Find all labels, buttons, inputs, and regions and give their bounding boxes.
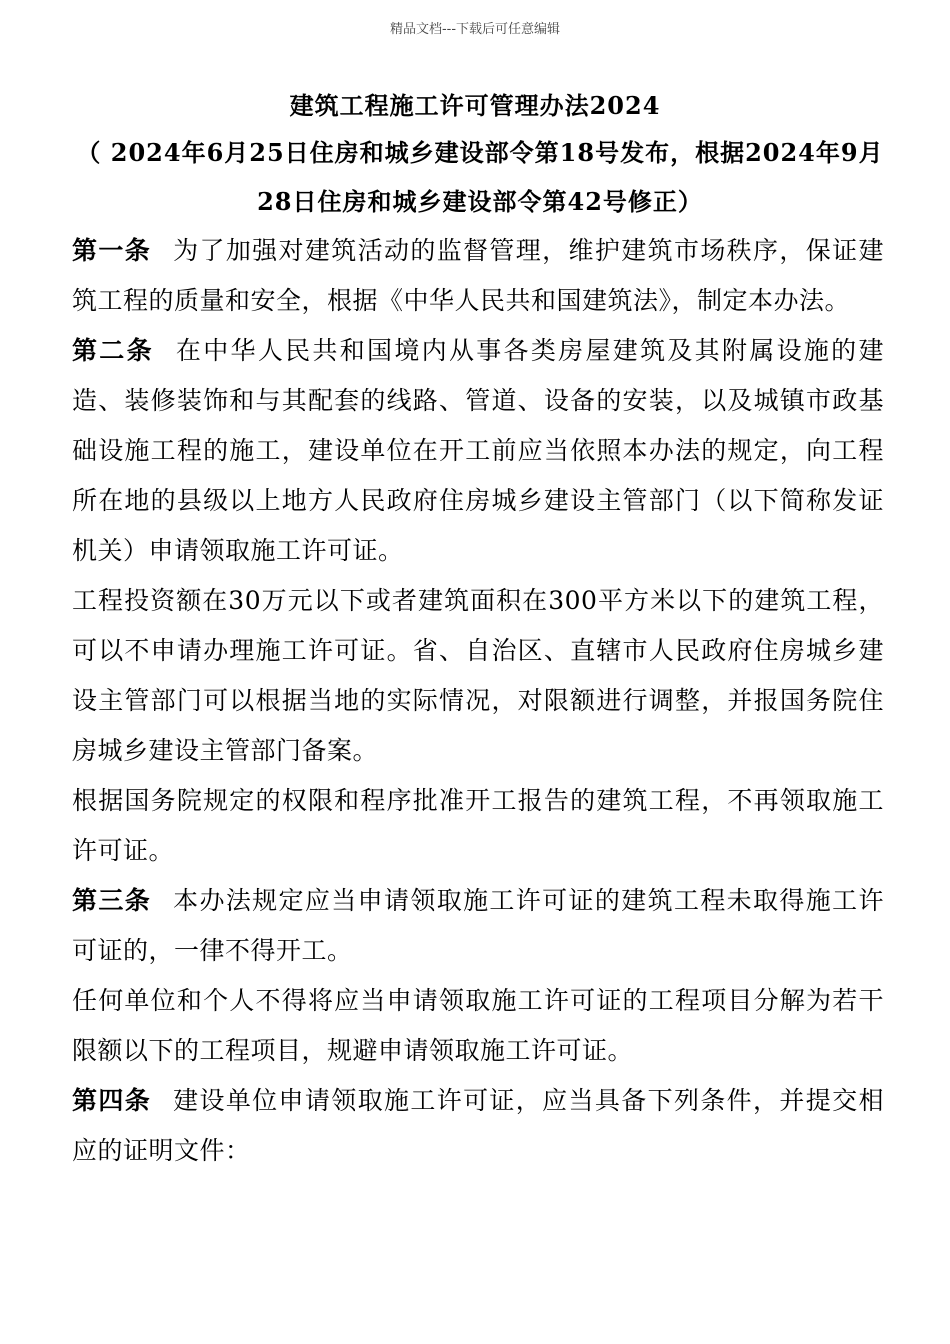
paragraph <box>72 1076 884 1176</box>
paragraph <box>72 226 884 326</box>
article-number: 第一条 <box>72 236 152 265</box>
page-header: 精品文档---下载后可任意编辑 <box>389 22 561 37</box>
document-subtitle: （ 2024年6月25日住房和城乡建设部令第18号发布，根据2024年9月28日住房和城乡建设部令第42号修正） <box>76 138 884 216</box>
document-title: 建筑工程施工许可管理办法2024 <box>289 91 661 120</box>
paragraph-text: 为了加强对建筑活动的监督管理，维护建筑市场秩序，保证建筑工程的质量和安全，根据《中华人民共和国建筑法》，制定本办法。 <box>72 236 884 315</box>
paragraph-text: 根据国务院规定的权限和程序批准开工报告的建筑工程，不再领取施工许可证。 <box>72 786 884 865</box>
article-number: 第二条 <box>72 336 154 365</box>
article-number: 第三条 <box>72 886 152 915</box>
paragraph <box>72 876 884 976</box>
paragraph-text: 本办法规定应当申请领取施工许可证的建筑工程未取得施工许可证的，一律不得开工。 <box>72 886 884 965</box>
paragraph <box>72 776 884 876</box>
paragraph <box>72 976 884 1076</box>
paragraph-text: 任何单位和个人不得将应当申请领取施工许可证的工程项目分解为若干限额以下的工程项目，规避申请领取施工许可证。 <box>72 986 884 1065</box>
document-body <box>72 226 884 1176</box>
paragraph <box>72 326 884 576</box>
article-number: 第四条 <box>72 1086 152 1115</box>
paragraph <box>72 576 884 776</box>
paragraph-text: 建设单位申请领取施工许可证，应当具备下列条件，并提交相应的证明文件： <box>72 1086 884 1165</box>
paragraph-text: 在中华人民共和国境内从事各类房屋建筑及其附属设施的建造、装修装饰和与其配套的线路、管道、设备的安装，以及城镇市政基础设施工程的施工，建设单位在开工前应当依照本办法的规定，向工程所在地的县级以上地方人民政府住房城乡建设主管部门（以下简称发证机关）申请领取施工许可证。 <box>72 336 884 565</box>
paragraph-text: 工程投资额在30万元以下或者建筑面积在300平方米以下的建筑工程，可以不申请办理施工许可证。省、自治区、直辖市人民政府住房城乡建设主管部门可以根据当地的实际情况，对限额进行调整，并报国务院住房城乡建设主管部门备案。 <box>72 586 884 765</box>
